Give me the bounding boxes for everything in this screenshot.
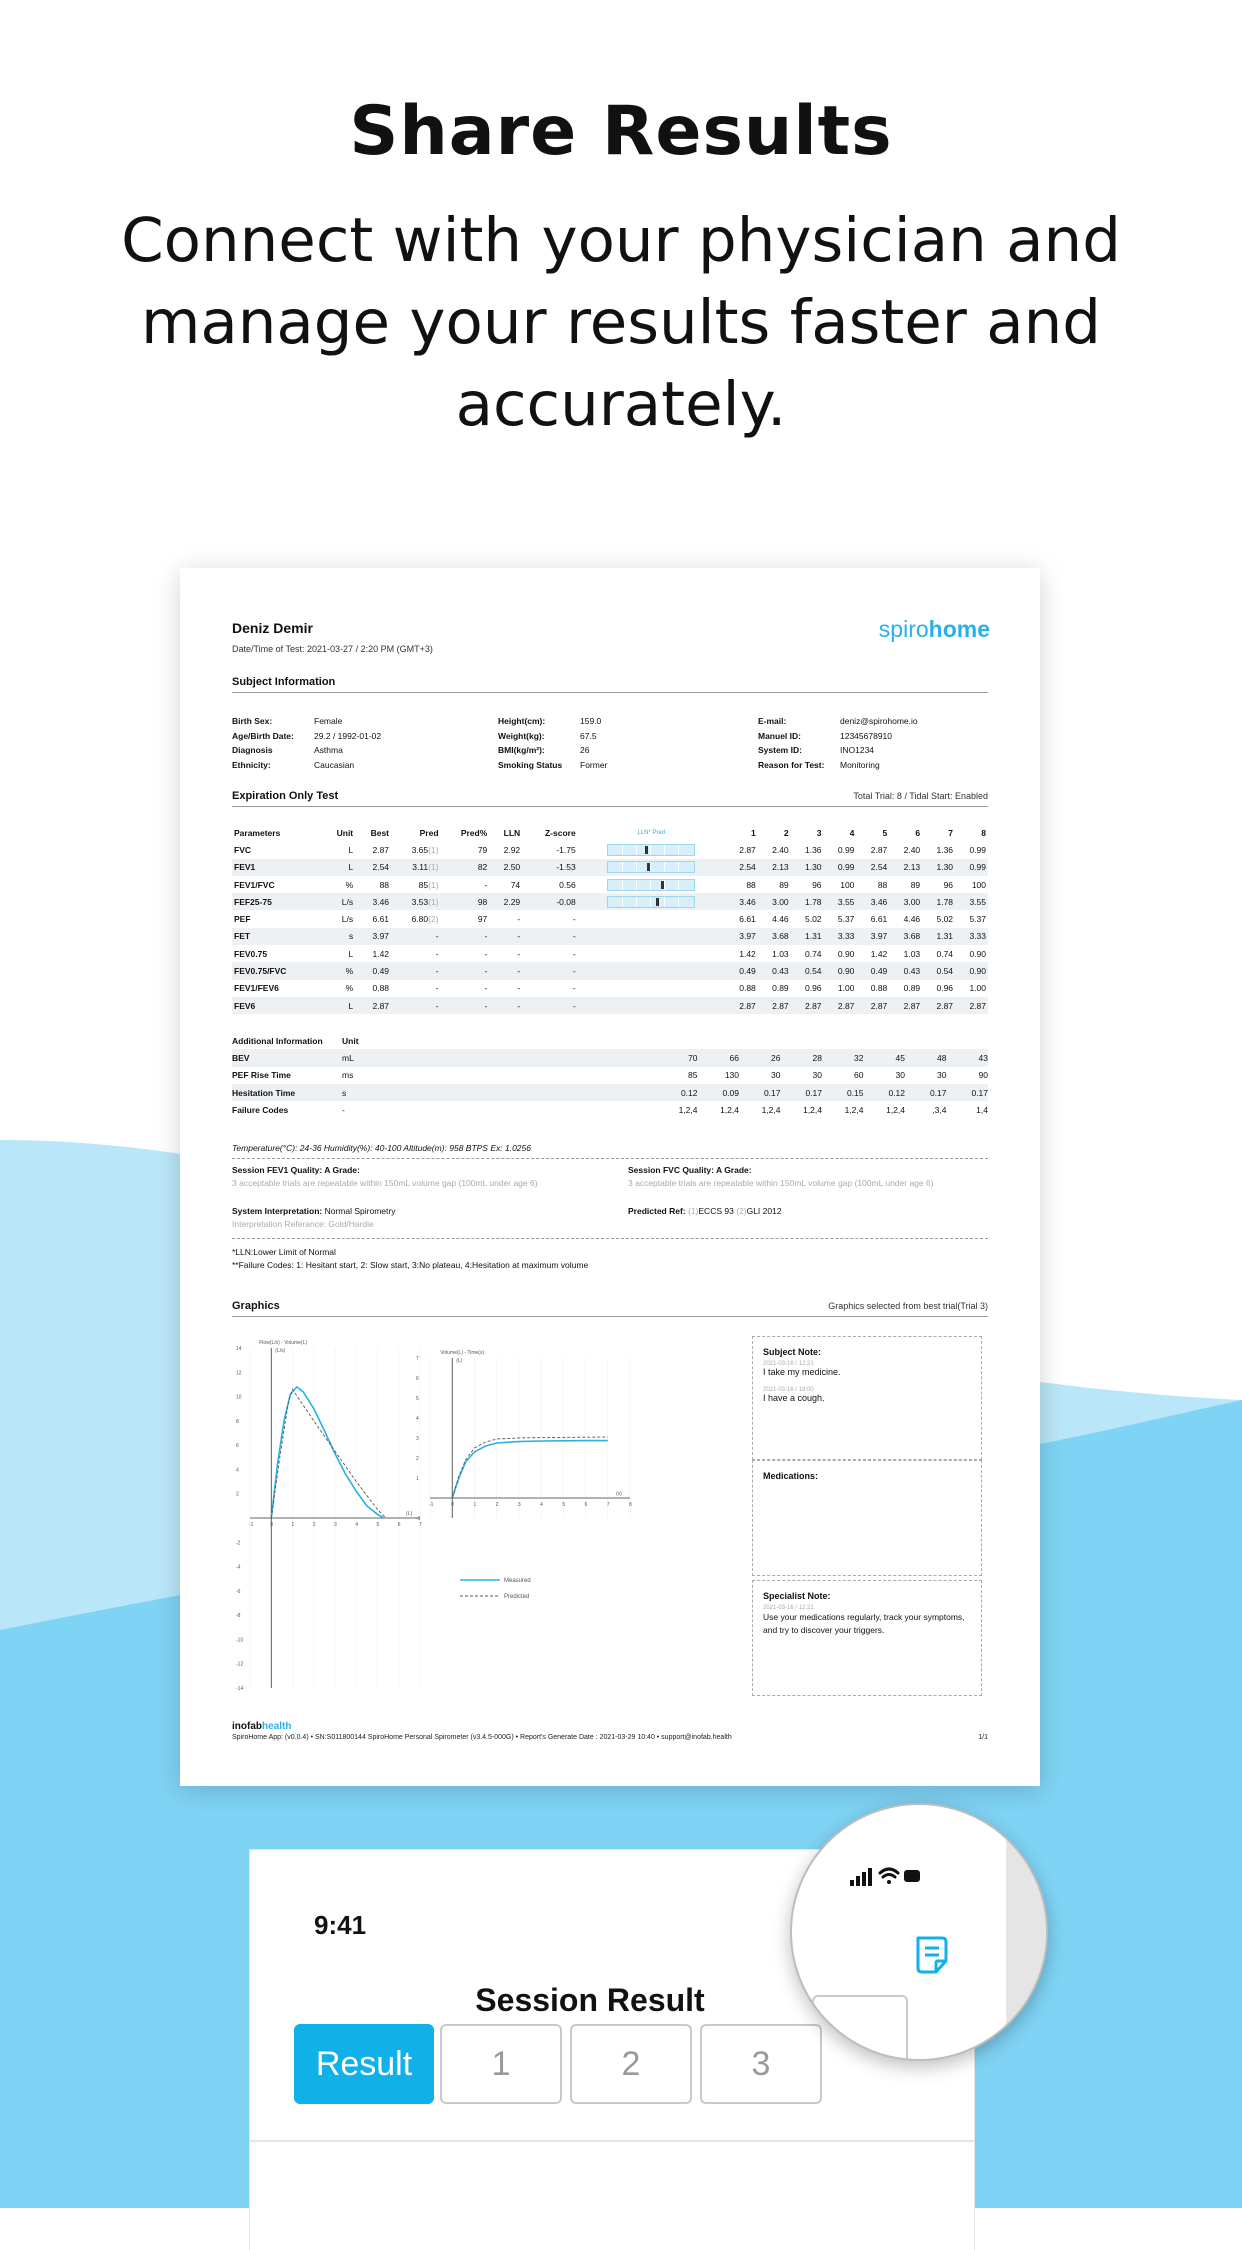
y-tick-label: 5 xyxy=(416,1396,419,1402)
subject-field: Ethnicity: Caucasian xyxy=(232,759,355,770)
y-tick-label: 8 xyxy=(236,1418,239,1425)
subject-field: Reason for Test: Monitoring xyxy=(758,759,880,770)
y-tick-label: -12 xyxy=(236,1661,244,1668)
table-row: FEV6 L 2.87 - - - - 2.87 2.87 2.87 2.87 2.87 2.87 2.87 2.87 xyxy=(232,997,988,1014)
x-tick-label: 2 xyxy=(495,1502,499,1508)
subject-col-3 xyxy=(758,714,918,772)
y-tick-label: 6 xyxy=(416,1376,419,1382)
report-document xyxy=(180,568,1040,1786)
table-row: FEV1 L 2.54 3.11(1) 82 2.50 -1.53 2.54 2.13 1.30 0.99 2.54 2.13 1.30 0.99 xyxy=(232,859,988,876)
tab-trial-2[interactable]: 2 xyxy=(570,2024,692,2104)
x-tick-label: 1 xyxy=(291,1522,295,1528)
tab-trial-3[interactable]: 3 xyxy=(700,2024,822,2104)
y-tick-label: 4 xyxy=(416,1416,419,1422)
y-tick-label: 1 xyxy=(416,1476,419,1482)
subject-section-title: Subject Information xyxy=(232,676,988,693)
y-tick-label: 6 xyxy=(236,1443,239,1450)
x-tick-label: -1 xyxy=(249,1522,254,1528)
wifi-icon xyxy=(880,1869,898,1884)
note-icon[interactable] xyxy=(914,1935,950,1975)
graphics-section-title: Graphics Graphics selected from best trial(Trial 3) xyxy=(232,1300,988,1317)
spirohome-logo: spirohome xyxy=(878,616,990,642)
session-result-title: Session Result xyxy=(475,1982,705,2018)
x-tick-label: 2 xyxy=(312,1522,316,1528)
y-tick-label: 7 xyxy=(416,1356,419,1362)
hero-subtitle: Connect with your physician and manage your results faster and accurately. xyxy=(121,205,1121,440)
subject-field: Manuel ID: 12345678910 xyxy=(758,730,893,741)
y-tick-label: 4 xyxy=(236,1467,239,1474)
x-tick-label: 0 xyxy=(270,1522,274,1528)
test-datetime: Date/Time of Test: 2021-03-27 / 2:20 PM (GMT+3) xyxy=(232,644,433,654)
subject-col-1 xyxy=(232,714,381,772)
measured-series-line xyxy=(271,1387,384,1518)
table-row: FEV1/FEV6 % 0.88 - - - - 0.88 0.89 0.96 1.00 0.88 0.89 0.96 1.00 xyxy=(234,983,986,994)
measured-series-line xyxy=(452,1441,608,1498)
signal-icon xyxy=(850,1868,872,1886)
x-tick-label: 4 xyxy=(540,1502,543,1508)
x-tick-label: 3 xyxy=(334,1522,337,1528)
subject-col-2 xyxy=(498,714,607,772)
x-axis-label: (L) xyxy=(406,1511,413,1517)
medications-box: Medications: xyxy=(752,1460,982,1576)
z-score-bar xyxy=(607,896,695,908)
x-tick-label: 7 xyxy=(606,1502,610,1508)
table-row: BEV mL 70 66 26 28 32 45 48 43 xyxy=(232,1049,988,1066)
legend-measured-label: Measured xyxy=(504,1578,531,1584)
footnotes: *LLN:Lower Limit of Normal **Failure Codes: 1: Hesitant start, 2: Slow start, 3:No plateau, 4:Hesitation at maximum volume xyxy=(232,1247,589,1270)
chart-title: Flow(L/s) - Volume(L) xyxy=(259,1340,308,1346)
tab-trial-1[interactable]: 1 xyxy=(440,2024,562,2104)
fvc-quality: Session FVC Quality: A Grade: 3 acceptable trials are repeatable within 150mL volume gap (100mL under age 6) xyxy=(628,1165,934,1188)
y-tick-label: 10 xyxy=(236,1394,242,1401)
spirometry-charts xyxy=(180,1328,740,1718)
parameters-table xyxy=(232,824,988,1014)
additional-header: Additional Information Unit xyxy=(232,1035,359,1046)
x-tick-label: 6 xyxy=(397,1522,401,1528)
battery-icon xyxy=(904,1870,920,1882)
predicted-series-line xyxy=(271,1389,386,1518)
x-tick-label: 7 xyxy=(419,1522,422,1528)
subject-field: System ID: INO1234 xyxy=(758,745,875,755)
table-row: FEV1/FVC % 88 85(1) - 74 0.56 88 89 96 100 88 89 96 100 xyxy=(234,879,986,890)
legend-predicted-label: Predicted xyxy=(504,1594,530,1600)
y-tick-label: 2 xyxy=(416,1456,419,1462)
table-row: Failure Codes - 1,2,4 1,2,4 1,2,4 1,2,4 1,2,4 1,2,4 ,3,4 1,4 xyxy=(232,1104,988,1115)
table-header: Parameters Unit Best Pred Pred% LLN Z-score LLN* Pred 1 2 3 4 5 6 7 8 xyxy=(234,827,986,838)
y-tick-label: 14 xyxy=(236,1346,242,1352)
table-row: FEF25-75 L/s 3.46 3.53(1) 98 2.29 -0.08 3.46 3.00 1.78 3.55 3.46 3.00 1.78 3.55 xyxy=(232,893,988,910)
x-tick-label: -1 xyxy=(429,1502,434,1508)
subject-field: Weight(kg): 67.5 xyxy=(498,730,597,741)
subject-field: Height(cm): 159.0 xyxy=(498,716,602,726)
patient-name: Deniz Demir xyxy=(232,620,313,636)
x-tick-label: 4 xyxy=(355,1522,359,1528)
x-tick-label: 3 xyxy=(517,1502,521,1508)
inofab-health-logo: inofabhealth xyxy=(232,1721,292,1732)
y-tick-label: -4 xyxy=(236,1564,241,1571)
subject-field: E-mail: deniz@spirohome.io xyxy=(758,716,918,726)
y-tick-label: -14 xyxy=(236,1686,244,1692)
tab-result[interactable]: Result xyxy=(294,2024,434,2104)
expiration-section-title: Expiration Only Test Total Trial: 8 / Tidal Start: Enabled xyxy=(232,790,988,807)
y-tick-label: -6 xyxy=(236,1588,241,1595)
subject-field: Birth Sex: Female xyxy=(232,716,343,726)
table-row: FEV0.75/FVC % 0.49 - - - - 0.49 0.43 0.54 0.90 0.49 0.43 0.54 0.90 xyxy=(232,962,988,979)
table-row: PEF Rise Time ms 85 130 30 30 60 30 30 90 xyxy=(232,1070,988,1081)
y-axis-label: (L) xyxy=(456,1358,463,1364)
subject-field: Smoking Status Former xyxy=(498,759,608,770)
table-row: FVC L 2.87 3.65(1) 79 2.92 -1.75 2.87 2.40 1.36 0.99 2.87 2.40 1.36 0.99 xyxy=(234,844,986,855)
hero-title: Share Results xyxy=(349,92,893,171)
report-footer: SpiroHome App: (v0.0.4) • SN:S011800144 SpiroHome Personal Spirometer (v3.4.5-000G) • Report's Generate Date : 2021-03-29 10:40 • support@inofab.health 1/1 xyxy=(232,1734,988,1741)
y-tick-label: 12 xyxy=(236,1370,242,1377)
x-tick-label: 6 xyxy=(584,1502,588,1508)
x-tick-label: 0 xyxy=(451,1502,455,1508)
subject-field: BMI(kg/m²): 26 xyxy=(498,745,590,755)
y-tick-label: -1 xyxy=(416,1516,421,1522)
status-time: 9:41 xyxy=(314,1910,367,1940)
table-row: FET s 3.97 - - - - 3.97 3.68 1.31 3.33 3.97 3.68 1.31 3.33 xyxy=(232,928,988,945)
subject-field: Diagnosis Asthma xyxy=(232,745,343,755)
additional-info-table xyxy=(232,1032,988,1118)
predicted-ref: Predicted Ref: (1)ECCS 93 (2)GLI 2012 xyxy=(628,1206,782,1216)
predicted-series-line xyxy=(452,1437,608,1498)
x-axis-label: (s) xyxy=(616,1491,622,1497)
z-score-bar xyxy=(607,861,695,873)
y-axis-label: (L/s) xyxy=(275,1348,286,1354)
x-tick-label: 1 xyxy=(473,1502,477,1508)
subject-field: Age/Birth Date: 29.2 / 1992-01-02 xyxy=(232,730,382,741)
table-row: FEV0.75 L 1.42 - - - - 1.42 1.03 0.74 0.90 1.42 1.03 0.74 0.90 xyxy=(234,948,986,959)
y-tick-label: 3 xyxy=(416,1436,419,1442)
y-tick-label: 2 xyxy=(236,1491,239,1498)
y-tick-label: -10 xyxy=(236,1637,244,1644)
fev1-quality: Session FEV1 Quality: A Grade: 3 acceptable trials are repeatable within 150mL volume gap (100mL under age 6) xyxy=(232,1165,538,1188)
specialist-note-box: Specialist Note: 2021-03-16 / 12:21 Use your medications regularly, track your symptoms, and try to discover your triggers. xyxy=(752,1580,982,1696)
x-tick-label: 8 xyxy=(629,1502,632,1508)
z-score-bar xyxy=(607,879,695,891)
y-tick-label: -2 xyxy=(236,1540,241,1547)
status-icons xyxy=(850,1865,922,1887)
y-tick-label: -8 xyxy=(236,1613,241,1620)
x-tick-label: 5 xyxy=(562,1502,566,1508)
table-row: Hesitation Time s 0.12 0.09 0.17 0.17 0.15 0.12 0.17 0.17 xyxy=(232,1084,988,1101)
magnifier-callout xyxy=(790,1803,1048,2061)
table-row: PEF L/s 6.61 6.80(2) 97 - - 6.61 4.46 5.02 5.37 6.61 4.46 5.02 5.37 xyxy=(234,914,986,925)
chart-title: Volume(L) - Time(s) xyxy=(440,1350,485,1356)
subject-note-box: Subject Note: 2021-03-16 / 12:21 I take my medicine. 2021-03-16 / 18:00 I have a cough. xyxy=(752,1336,982,1460)
system-interpretation: System Interpretation: Normal Spirometry Interpretation Referance: Gold/Hardie xyxy=(232,1206,396,1229)
x-tick-label: 5 xyxy=(376,1522,380,1528)
z-score-bar xyxy=(607,844,695,856)
test-conditions: Temperature(°C): 24-36 Humidity(%): 40-100 Altitude(m): 958 BTPS Ex: 1.0256 xyxy=(232,1143,531,1153)
